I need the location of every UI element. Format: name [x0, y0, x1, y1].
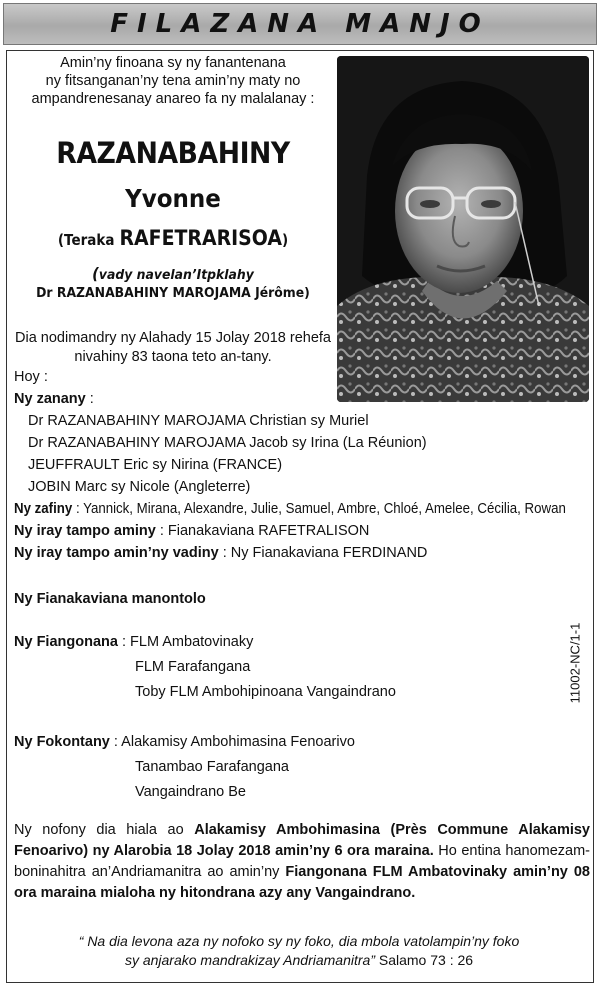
church-item: FLM Ambatovinaky: [130, 634, 254, 650]
church-item: FLM Farafangana: [135, 659, 251, 675]
reference-code: 11002-NC/1-1: [567, 622, 583, 704]
quote-text: sy anjarako mandrakizay Andriamanitra”: [124, 952, 375, 968]
fokontany-item: Alakamisy Ambohimasina Fenoarivo: [121, 734, 355, 750]
children-label: Ny zanany: [14, 391, 86, 407]
child-item: Dr RAZANABAHINY MAROJAMA Jacob sy Irina (La Réunion): [28, 435, 427, 451]
quote-reference: Salamo 73 : 26: [374, 952, 474, 968]
spouse-name: Dr RAZANABAHINY MAROJAMA Jérôme): [36, 285, 310, 301]
teraka-label: (Teraka: [57, 231, 115, 249]
churches-colon: :: [117, 634, 131, 650]
spouse-label-line: [27, 264, 320, 283]
children-colon: :: [85, 391, 94, 407]
funeral-text: Ny nofony dia hiala ao: [14, 822, 195, 838]
siblings-line: [14, 523, 369, 539]
child-item: JEUFFRAULT Eric sy Nirina (FRANCE): [28, 457, 283, 473]
maiden-name-line: [30, 226, 316, 250]
child-item: JOBIN Marc sy Nicole (Angleterre): [28, 479, 251, 495]
portrait-photo: [337, 56, 589, 402]
quote-text: “ Na dia levona aza ny nofoko sy ny foko, dia mbola vatolampin’ny foko: [78, 933, 520, 949]
grandchildren-label: Ny zafiny: [14, 501, 73, 517]
in-laws-value: : Ny Fianakaviana FERDINAND: [218, 545, 428, 561]
maiden-name: RAFETRARISOA: [119, 226, 282, 250]
churches-heading: [14, 634, 253, 650]
intro-line: ampandrenesanay anareo fa ny malalanay :: [31, 91, 315, 107]
siblings-label: Ny iray tampo aminy: [14, 523, 156, 539]
bible-quote: [14, 932, 584, 970]
death-line: nivahiny 83 taona teto an-tany.: [74, 349, 272, 365]
fokontany-colon: :: [109, 734, 122, 750]
funeral-details: [14, 820, 590, 904]
vady-label: vady navelan’Itpklahy: [98, 267, 254, 283]
children-heading: [14, 391, 94, 407]
funeral-bold: Alakamisy Ambohimasina (Près Commune Alakamisy Fenoarivo) ny Alarobia 18 Jolay 2018 amin’ny 6 ora maraina.: [14, 822, 591, 859]
fokontany-item: Vangaindrano Be: [135, 784, 246, 800]
teraka-close: ): [281, 231, 289, 249]
vady-open: (: [92, 264, 99, 283]
child-item: Dr RAZANABAHINY MAROJAMA Christian sy Muriel: [28, 413, 369, 429]
grandchildren-value: : Yannick, Mirana, Alexandre, Julie, Samuel, Ambre, Chloé, Amelee, Cécilia, Rowan: [72, 501, 566, 517]
fokontany-item: Tanambao Farafangana: [135, 759, 289, 775]
death-line: Dia nodimandry ny Alahady 15 Jolay 2018 rehefa: [15, 330, 331, 346]
fokontany-label: Ny Fokontany: [14, 734, 110, 750]
churches-label: Ny Fiangonana: [14, 634, 118, 650]
death-text: [14, 329, 332, 367]
deceased-surname: RAZANABAHINY: [56, 136, 290, 170]
in-laws-line: [14, 545, 427, 561]
grandchildren-line: [14, 501, 566, 517]
intro-text: [14, 54, 332, 108]
intro-line: ny fitsanganan’ny tena amin’ny maty no: [45, 73, 301, 89]
funeral-text: Ho entina hanomezam-boninahitra an’Andriamanitra ao amin’ny: [14, 843, 590, 880]
header-title: FILAZANA MANJO: [110, 9, 490, 39]
deceased-firstname: Yvonne: [125, 184, 221, 213]
church-item: Toby FLM Ambohipinoana Vangaindrano: [135, 684, 396, 700]
in-laws-label: Ny iray tampo amin’ny vadiny: [14, 545, 219, 561]
portrait-image: [337, 56, 589, 402]
hoy-label: Hoy :: [14, 369, 48, 385]
funeral-bold: Fiangonana FLM Ambatovinaky amin’ny 08 ora maraina mialoha ny hitondrana azy any Vangaindrano.: [14, 864, 590, 901]
siblings-value: : Fianakaviana RAFETRALISON: [155, 523, 370, 539]
header-bar: [3, 3, 597, 45]
whole-family: Ny Fianakaviana manontolo: [14, 591, 206, 607]
fokontany-heading: [14, 734, 355, 750]
intro-line: Amin’ny finoana sy ny fanantenana: [60, 55, 286, 71]
